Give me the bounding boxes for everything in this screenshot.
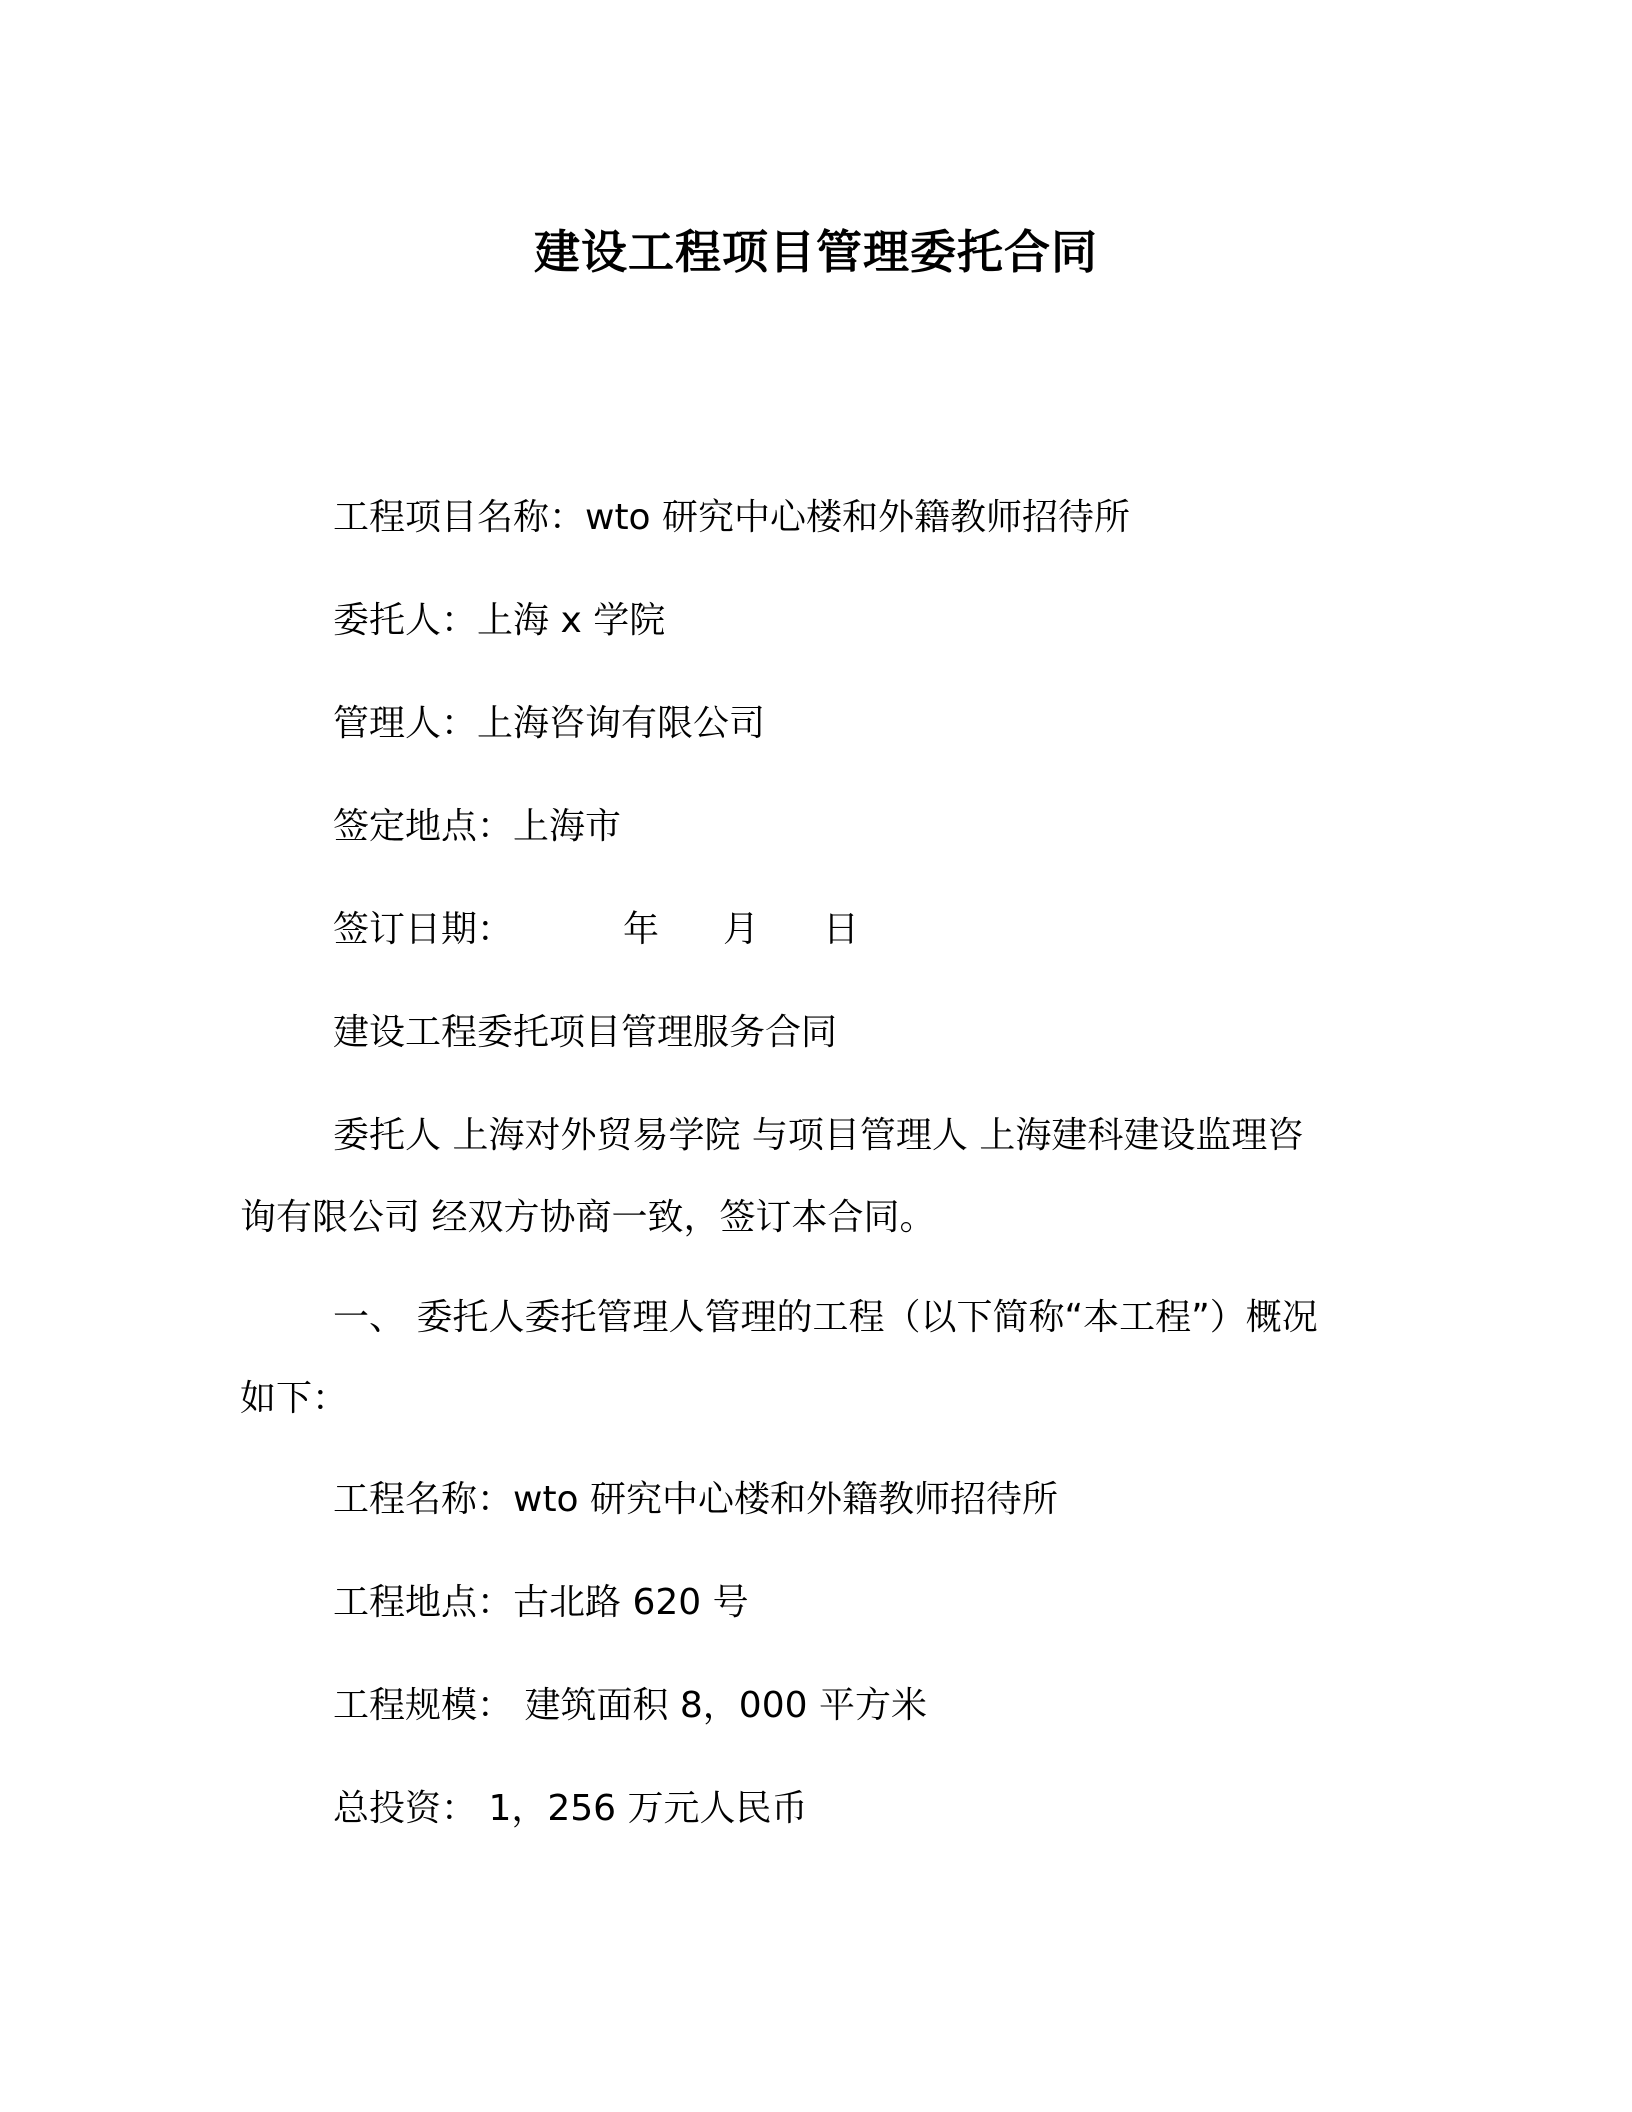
project-name-line: 工程项目名称：wto 研究中心楼和外籍教师招待所 <box>333 497 1131 538</box>
signing-date-label: 签订日期： <box>333 909 514 950</box>
project-detail-name: 工程名称：wto 研究中心楼和外籍教师招待所 <box>333 1479 1059 1520</box>
signing-date-line <box>333 905 859 955</box>
date-day-label: 日 <box>823 909 860 950</box>
signing-location-line: 签定地点：上海市 <box>333 806 622 847</box>
manager-line: 管理人：上海咨询有限公司 <box>333 703 766 744</box>
section-1-line-2: 如下： <box>240 1378 349 1419</box>
date-month-label: 月 <box>723 909 760 950</box>
document-title: 建设工程项目管理委托合同 <box>534 225 1098 279</box>
date-year-label: 年 <box>623 909 660 950</box>
project-detail-investment: 总投资： 1，256 万元人民币 <box>333 1788 808 1829</box>
intro-paragraph-line-2: 询有限公司 经双方协商一致，签订本合同。 <box>240 1197 936 1238</box>
intro-paragraph-line-1: 委托人 上海对外贸易学院 与项目管理人 上海建科建设监理咨 <box>333 1115 1304 1156</box>
section-1-line-1: 一、 委托人委托管理人管理的工程（以下简称“本工程”）概况 <box>333 1297 1318 1338</box>
project-detail-site: 工程地点：古北路 620 号 <box>333 1582 749 1623</box>
project-detail-scale: 工程规模： 建筑面积 8，000 平方米 <box>333 1685 927 1726</box>
contract-heading: 建设工程委托项目管理服务合同 <box>333 1012 838 1053</box>
client-line: 委托人：上海 x 学院 <box>333 600 666 641</box>
